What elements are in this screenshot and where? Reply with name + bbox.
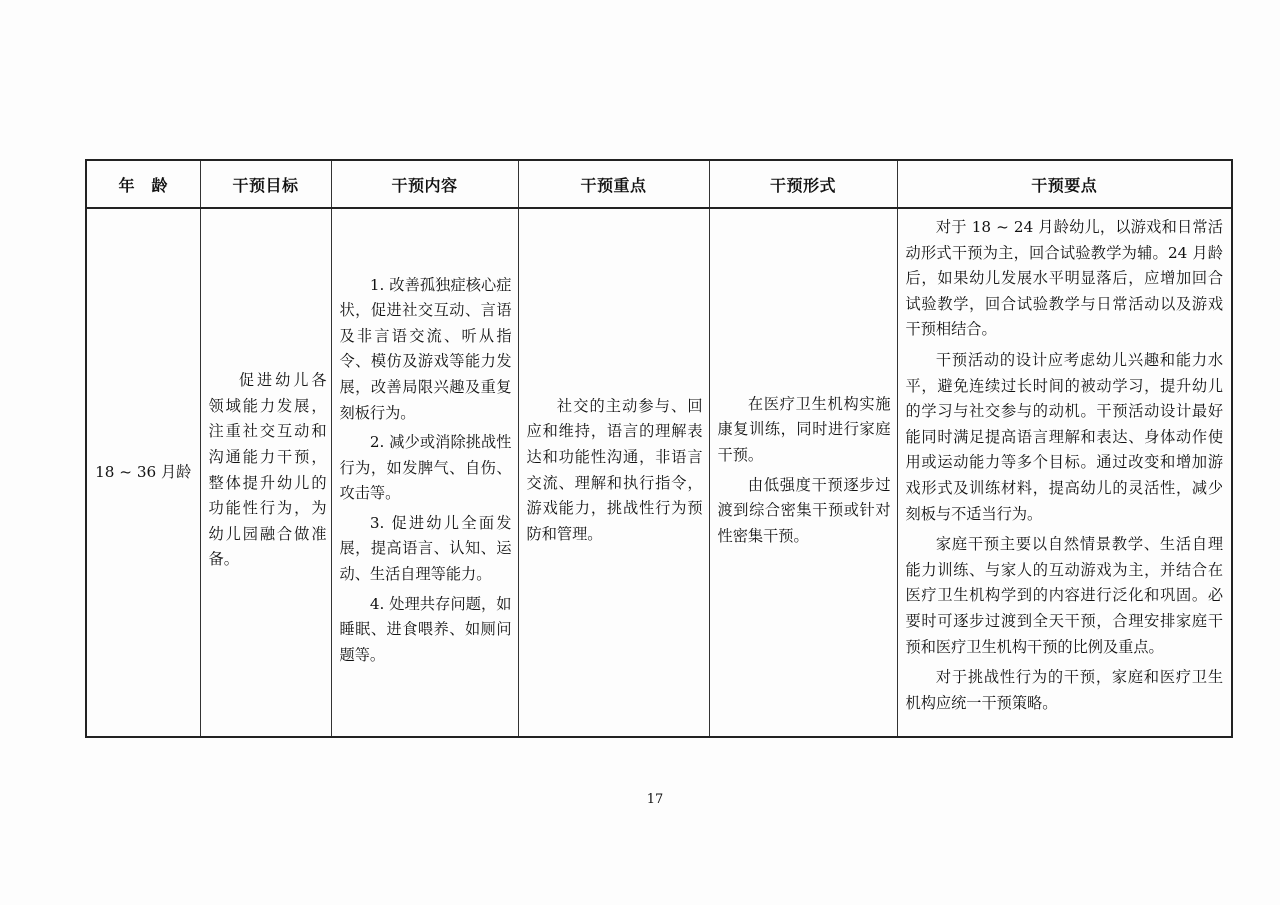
form-paragraph-2: 由低强度干预逐步过渡到综合密集干预或针对性密集干预。 bbox=[717, 475, 891, 545]
table-row bbox=[86, 208, 1232, 737]
content-paragraph-2: 2. 减少或消除挑战性行为，如发脾气、自伤、攻击等。 bbox=[339, 433, 512, 503]
content-cell bbox=[331, 208, 518, 737]
form-paragraph-1: 在医疗卫生机构实施康复训练，同时进行家庭干预。 bbox=[717, 394, 891, 464]
goal-cell bbox=[200, 208, 331, 737]
form-cell bbox=[709, 208, 897, 737]
page-number: 17 bbox=[646, 792, 664, 807]
header-focus: 干预重点 bbox=[518, 160, 709, 208]
header-points: 干预要点 bbox=[897, 160, 1232, 208]
points-cell bbox=[897, 208, 1232, 737]
intervention-table bbox=[85, 159, 1233, 738]
points-paragraph-3: 家庭干预主要以自然情景教学、生活自理能力训练、与家人的互动游戏为主，并结合在医疗卫生机构学到的内容进行泛化和巩固。必要时可逐步过渡到全天干预，合理安排家庭干预和医疗卫生机构干预的比例及重点。 bbox=[905, 535, 1223, 656]
header-form: 干预形式 bbox=[709, 160, 897, 208]
points-paragraph-2: 干预活动的设计应考虑幼儿兴趣和能力水平，避免连续过长时间的被动学习，提升幼儿的学习与社交参与的动机。干预活动设计最好能同时满足提高语言理解和表达、身体动作使用或运动能力等多个目标。通过改变和增加游戏形式及训练材料，提高幼儿的灵活性，减少刻板与不适当行为。 bbox=[905, 350, 1223, 523]
table-header-row bbox=[86, 160, 1232, 208]
age-cell: 18 ~ 36 月龄 bbox=[86, 208, 200, 737]
header-content: 干预内容 bbox=[331, 160, 518, 208]
content-paragraph-1: 1. 改善孤独症核心症状，促进社交互动、言语及非言语交流、听从指令、模仿及游戏等能力发展，改善局限兴趣及重复刻板行为。 bbox=[339, 275, 512, 422]
focus-paragraph: 社交的主动参与、回应和维持，语言的理解表达和功能性沟通，非语言交流、理解和执行指令，游戏能力，挑战性行为预防和管理。 bbox=[526, 396, 703, 543]
content-paragraph-3: 3. 促进幼儿全面发展，提高语言、认知、运动、生活自理等能力。 bbox=[339, 513, 512, 584]
header-age: 年 龄 bbox=[86, 160, 200, 208]
header-goal: 干预目标 bbox=[200, 160, 331, 208]
points-paragraph-4: 对于挑战性行为的干预，家庭和医疗卫生机构应统一干预策略。 bbox=[905, 668, 1223, 712]
points-paragraph-1: 对于 18 ~ 24 月龄幼儿，以游戏和日常活动形式干预为主，回合试验教学为辅。24 月龄后，如果幼儿发展水平明显落后，应增加回合试验教学，回合试验教学与日常活动以及游戏干预相结合。 bbox=[905, 218, 1223, 339]
content-paragraph-4: 4. 处理共存问题，如睡眠、进食喂养、如厕问题等。 bbox=[339, 594, 512, 664]
focus-cell bbox=[518, 208, 709, 737]
goal-paragraph: 促进幼儿各领域能力发展，注重社交互动和沟通能力干预，整体提升幼儿的功能性行为，为幼儿园融合做准备。 bbox=[208, 371, 327, 569]
